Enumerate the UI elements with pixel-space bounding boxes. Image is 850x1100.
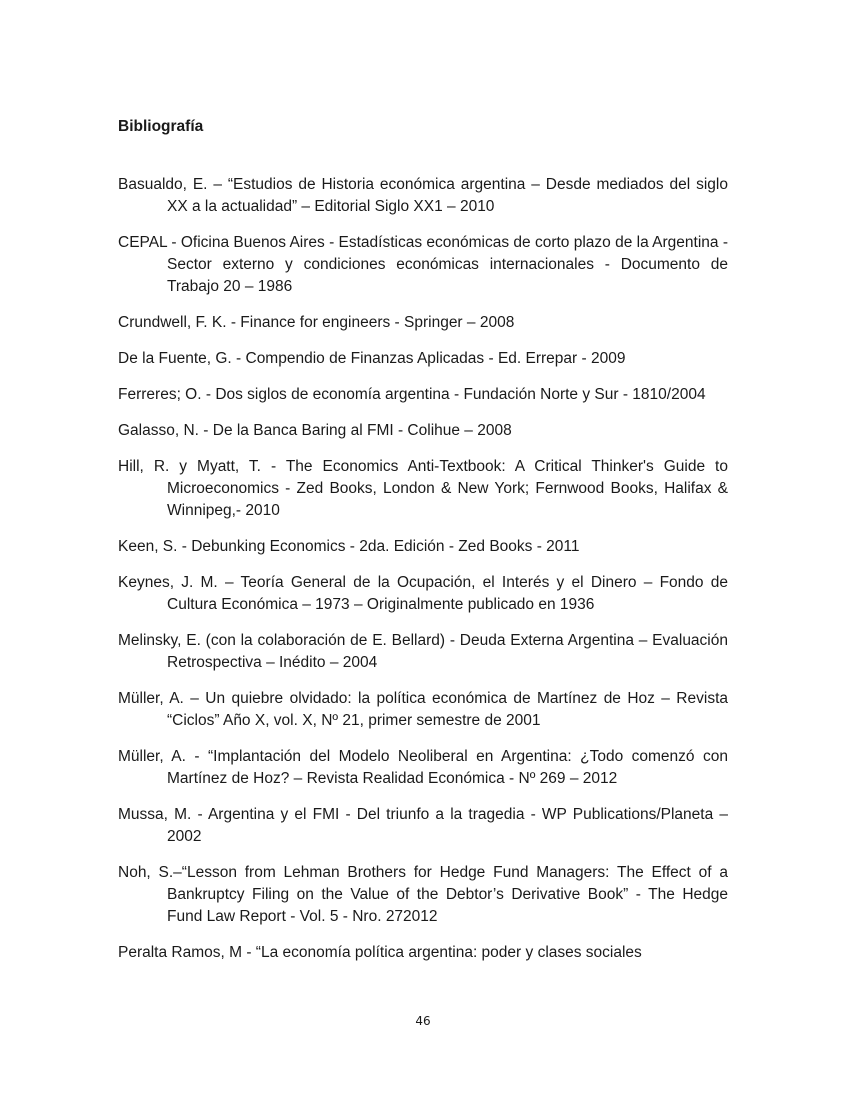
page-number: 46 <box>415 1014 431 1028</box>
bibliography-entry: Keen, S. - Debunking Economics - 2da. Edición - Zed Books - 2011 <box>118 538 580 555</box>
bibliography-entry: Müller, A. – Un quiebre olvidado: la política económica de Martínez de Hoz – Revista “Ciclos” Año X, vol. X, Nº 21, primer semestre de 2001 <box>118 690 728 729</box>
bibliography-entry: Crundwell, F. K. - Finance for engineers - Springer – 2008 <box>118 314 515 331</box>
bibliography-entry: Peralta Ramos, M - “La economía política argentina: poder y clases sociales <box>118 944 642 961</box>
bibliography-entry: Basualdo, E. – “Estudios de Historia económica argentina – Desde mediados del siglo XX a la actualidad” – Editorial Siglo XX1 – 2010 <box>118 176 728 215</box>
bibliography-entry: Müller, A. - “Implantación del Modelo Neoliberal en Argentina: ¿Todo comenzó con Martínez de Hoz? – Revista Realidad Económica - Nº 269 – 2012 <box>118 748 728 787</box>
bibliography-entry: Mussa, M. - Argentina y el FMI - Del triunfo a la tragedia - WP Publications/Planeta – 2002 <box>118 806 728 845</box>
bibliography-entry: De la Fuente, G. - Compendio de Finanzas Aplicadas - Ed. Errepar - 2009 <box>118 350 626 367</box>
bibliography-entry: Ferreres; O. - Dos siglos de economía argentina - Fundación Norte y Sur - 1810/2004 <box>118 386 706 403</box>
bibliography-entry: Melinsky, E. (con la colaboración de E. Bellard) - Deuda Externa Argentina – Evaluación Retrospectiva – Inédito – 2004 <box>118 632 728 671</box>
bibliography-entry: CEPAL - Oficina Buenos Aires - Estadísticas económicas de corto plazo de la Argentina - Sector externo y condiciones económicas internacionales - Documento de Trabajo 20 – 1986 <box>118 234 728 295</box>
bibliography-heading: Bibliografía <box>118 118 204 135</box>
bibliography-entry: Noh, S.–“Lesson from Lehman Brothers for Hedge Fund Managers: The Effect of a Bankruptcy Filing on the Value of the Debtor’s Derivative Book” - The Hedge Fund Law Report - Vol. 5 - Nro. 272012 <box>118 864 728 925</box>
bibliography-entry: Keynes, J. M. – Teoría General de la Ocupación, el Interés y el Dinero – Fondo de Cultura Económica – 1973 – Originalmente publicado en 1936 <box>118 574 728 613</box>
document-page <box>118 0 728 1100</box>
bibliography-entry: Hill, R. y Myatt, T. - The Economics Anti-Textbook: A Critical Thinker's Guide to Microeconomics - Zed Books, London & New York; Fernwood Books, Halifax & Winnipeg,- 2010 <box>118 458 728 519</box>
bibliography-entry: Galasso, N. - De la Banca Baring al FMI - Colihue – 2008 <box>118 422 512 439</box>
bibliography-list <box>118 174 728 978</box>
